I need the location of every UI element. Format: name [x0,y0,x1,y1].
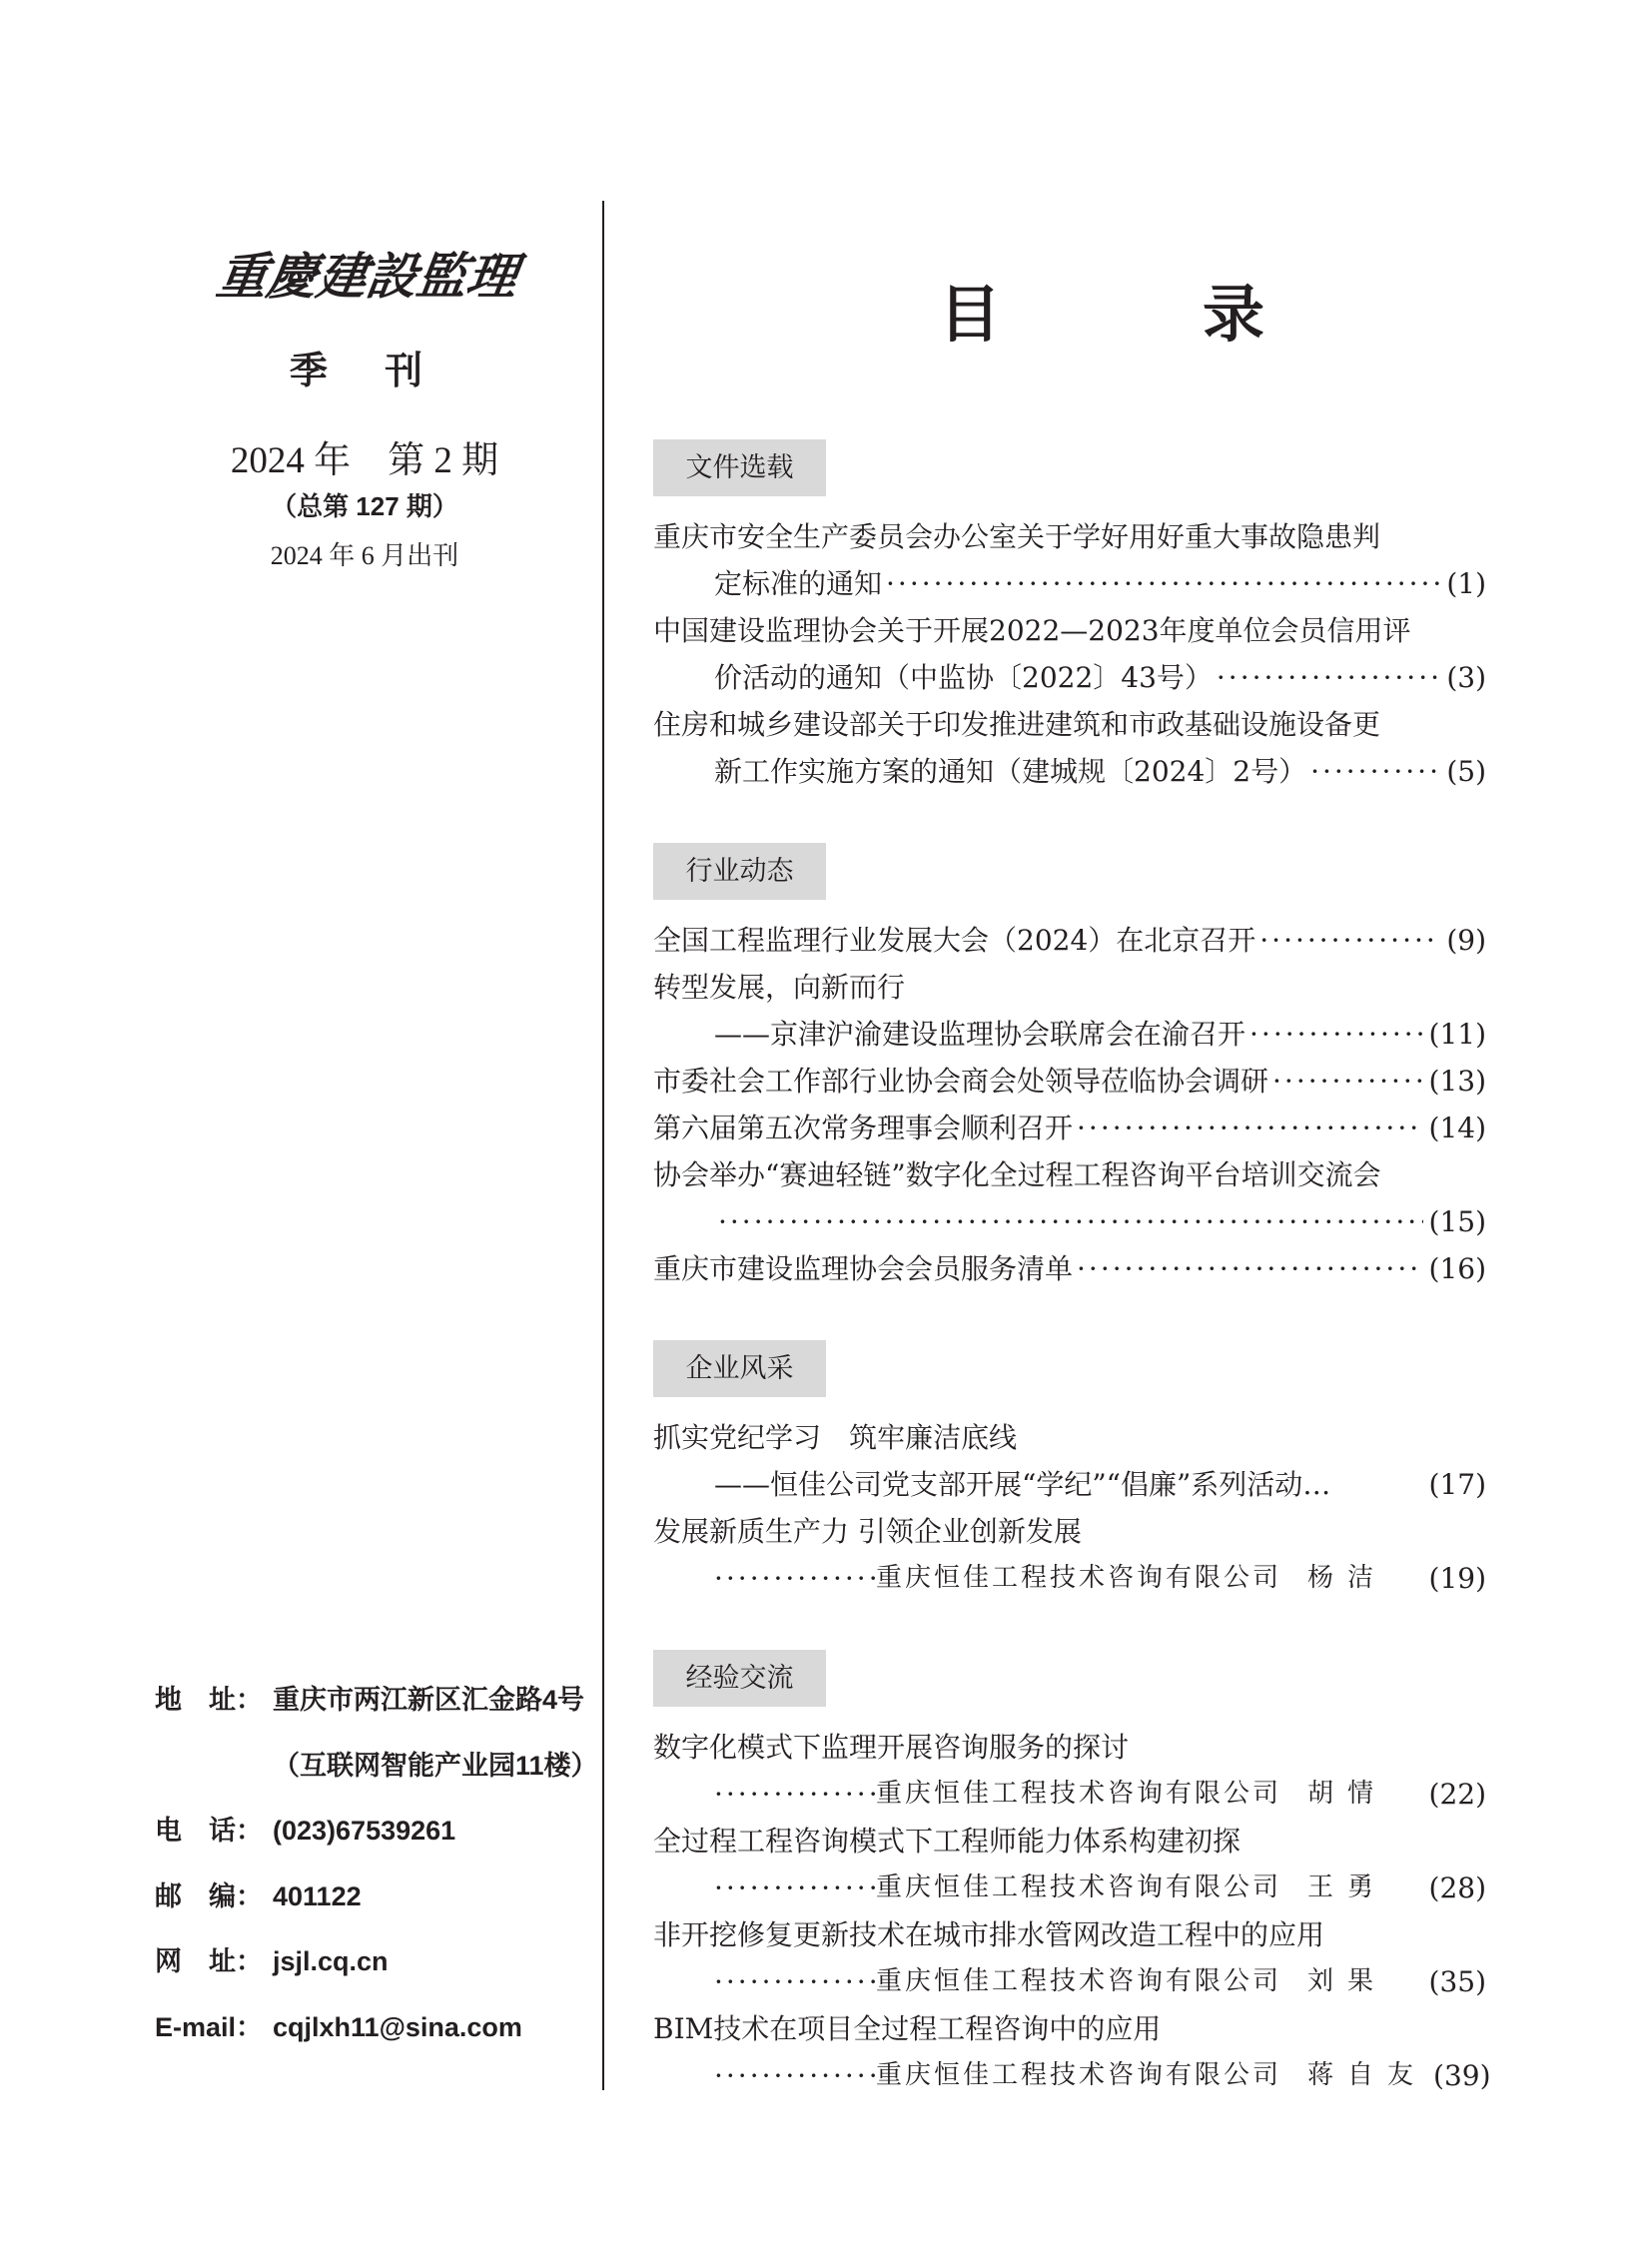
toc-section [653,1340,1486,1602]
contact-info [155,1680,598,2073]
publication-frequency: 季 刊 [289,348,445,392]
page-number: (14) [1428,1112,1486,1144]
column-divider [602,201,604,2090]
toc-line[interactable] [653,1724,1486,1771]
entry-title: 定标准的通知 [714,567,883,600]
section-header: 文件选载 [653,439,826,496]
toc-line[interactable] [653,1245,1486,1292]
dot-leader [1306,748,1440,795]
contact-value: 重庆市两江新区汇金路4号 [273,1685,585,1715]
page-number: (28) [1428,1871,1486,1904]
toc-section [653,843,1486,1292]
contact-row [155,1941,598,2007]
toc-line[interactable] [653,1011,1486,1058]
author-name: 胡情 [1307,1779,1388,1809]
author-name: 王勇 [1307,1872,1388,1902]
toc-line[interactable] [653,1151,1486,1198]
entry-title: BIM技术在项目全过程工程咨询中的应用 [653,2012,1162,2045]
entry-title: ——恒佳公司党支部开展“学纪”“倡廉”系列活动… [714,1468,1331,1501]
section-header: 经验交流 [653,1650,826,1707]
dot-leader [1255,917,1440,964]
toc-line[interactable] [653,1555,1486,1602]
author-organization: 重庆恒佳工程技术咨询有限公司 [876,2060,1282,2090]
toc-line[interactable] [653,560,1486,607]
toc-line[interactable] [653,1105,1486,1151]
toc-line[interactable] [653,1508,1486,1555]
entry-title: 非开挖修复更新技术在城市排水管网改造工程中的应用 [653,1918,1325,1951]
journal-logo: 重慶建設監理 [213,247,521,306]
page-number: (16) [1428,1252,1486,1285]
spacer [1330,1461,1422,1508]
page-number: (5) [1446,755,1486,788]
spacer [1387,1555,1422,1602]
toc-line[interactable] [653,701,1486,748]
dot-leader [714,1198,1423,1245]
spacer [1387,1865,1422,1911]
page-number: (17) [1428,1468,1486,1501]
page-number: (19) [1428,1562,1486,1595]
dot-leader [1073,1105,1423,1151]
section-header: 行业动态 [653,843,826,900]
toc-line[interactable] [653,964,1486,1011]
contact-value: cqjlxh11@sina.com [273,2011,522,2042]
toc-line[interactable] [653,2005,1486,2052]
author-organization: 重庆恒佳工程技术咨询有限公司 [876,1966,1282,1996]
toc-line[interactable] [653,1911,1486,1958]
toc-line[interactable] [653,513,1486,560]
entry-title: 发展新质生产力 引领企业创新发展 [653,1515,1082,1548]
page-number: (15) [1428,1205,1486,1238]
page-number: (22) [1428,1778,1486,1811]
entry-title: 第六届第五次常务理事会顺利召开 [653,1112,1074,1144]
toc-line[interactable] [653,1771,1486,1818]
page-number: (13) [1428,1065,1486,1098]
entry-title: 数字化模式下监理开展咨询服务的探讨 [653,1731,1130,1764]
entry-title: 中国建设监理协会关于开展2022—2023年度单位会员信用评 [653,614,1411,647]
contact-row [155,1746,598,1812]
spacer [1387,1958,1422,2005]
entry-title: 新工作实施方案的通知（建城规〔2024〕2号） [714,755,1307,788]
entry-title: 价活动的通知（中监协〔2022〕43号） [714,661,1213,694]
author-organization: 重庆恒佳工程技术咨询有限公司 [876,1563,1282,1593]
dot-leader [714,1555,876,1602]
toc-title: 目 录 [939,278,1335,351]
page-number: (35) [1428,1965,1486,1998]
toc-line[interactable] [653,1865,1486,1911]
spacer [1387,1771,1422,1818]
contact-label: 邮 编： [155,1880,263,1911]
contact-label: 电 话： [155,1816,263,1847]
entry-title: ——京津沪渝建设监理协会联席会在渝召开 [714,1018,1246,1051]
page-number: (1) [1446,567,1486,600]
toc-line[interactable] [653,607,1486,654]
entry-title: 重庆市建设监理协会会员服务清单 [653,1252,1074,1285]
contact-value: (023)67539261 [273,1816,456,1847]
entry-title: 转型发展，向新而行 [653,971,906,1004]
author-organization: 重庆恒佳工程技术咨询有限公司 [876,1779,1282,1809]
dot-leader [1073,1245,1423,1292]
contact-value: jsjl.cq.cn [273,1946,389,1977]
dot-leader [714,2052,876,2099]
dot-leader [1245,1011,1423,1058]
contact-value: （互联网智能产业园11楼） [273,1750,598,1781]
entry-title: 市委社会工作部行业协会商会处领导莅临协会调研 [653,1065,1269,1098]
toc-line[interactable] [653,1198,1486,1245]
contact-row [155,2007,598,2073]
contact-label: 地 址： [155,1685,263,1715]
contact-label: E-mail： [155,2011,264,2042]
toc-line[interactable] [653,748,1486,795]
total-issue-number: （总第 127 期） [271,491,458,521]
table-of-contents [653,439,1491,2147]
toc-line[interactable] [653,1958,1486,2005]
entry-title: 全国工程监理行业发展大会（2024）在北京召开 [653,924,1256,957]
issue-number: 2024 年 第 2 期 [230,440,499,481]
toc-line[interactable] [653,654,1486,701]
toc-line[interactable] [653,1461,1486,1508]
dot-leader [1213,654,1440,701]
author-name: 杨洁 [1307,1563,1388,1593]
toc-line[interactable] [653,917,1486,964]
entry-title: 协会举办“赛迪轻链”数字化全过程工程咨询平台培训交流会 [653,1158,1381,1191]
section-header: 企业风采 [653,1340,826,1397]
author-organization: 重庆恒佳工程技术咨询有限公司 [876,1872,1282,1902]
entry-title: 住房和城乡建设部关于印发推进建筑和市政基础设施设备更 [653,708,1381,741]
contact-row [155,1680,598,1746]
author-name: 刘果 [1307,1966,1388,1996]
entry-title: 抓实党纪学习 筑牢廉洁底线 [653,1421,1018,1454]
contact-row [155,1876,598,1942]
page-number: (9) [1446,924,1486,957]
toc-line[interactable] [653,2052,1491,2099]
dot-leader [882,560,1440,607]
toc-line[interactable] [653,1818,1486,1865]
entry-title: 全过程工程咨询模式下工程师能力体系构建初探 [653,1825,1241,1858]
dot-leader [714,1958,876,2005]
publication-date: 2024 年 6 月出刊 [270,541,459,570]
author-name: 蒋自友 [1307,2060,1428,2090]
dot-leader [714,1771,876,1818]
entry-title: 重庆市安全生产委员会办公室关于学好用好重大事故隐患判 [653,520,1381,553]
contact-row [155,1811,598,1876]
toc-section [653,439,1486,795]
toc-line[interactable] [653,1058,1486,1105]
page-number: (3) [1446,661,1486,694]
dot-leader [714,1865,876,1911]
dot-leader [1268,1058,1423,1105]
page-number: (11) [1428,1018,1486,1051]
contact-value: 401122 [273,1880,362,1911]
page-number: (39) [1433,2059,1491,2092]
toc-section [653,1650,1491,2099]
toc-line[interactable] [653,1414,1486,1461]
contact-label: 网 址： [155,1946,263,1977]
